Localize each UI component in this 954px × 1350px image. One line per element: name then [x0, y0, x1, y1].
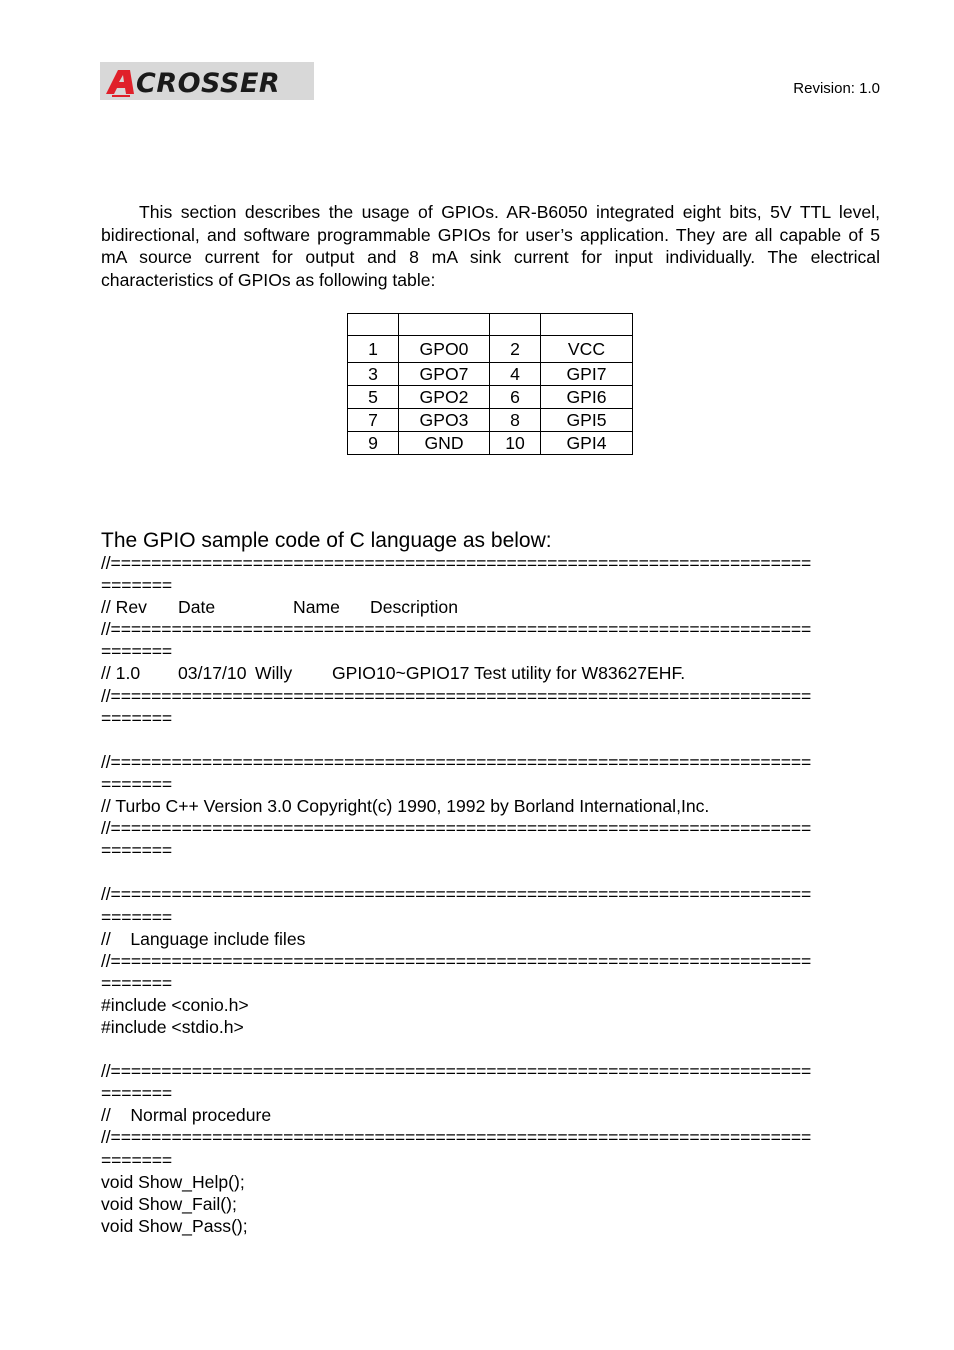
table-cell — [541, 314, 633, 336]
name-col: Name — [293, 597, 340, 618]
table-cell: 3 — [348, 363, 399, 386]
table-cell: GPO0 — [399, 336, 490, 363]
code-separator: ======= — [101, 1149, 173, 1170]
desc-col: GPIO10~GPIO17 Test utility for W83627EHF. — [332, 663, 686, 684]
code-separator: ======= — [101, 972, 173, 993]
code-separator: ======= — [101, 773, 173, 794]
table-cell: GPO3 — [399, 409, 490, 432]
svg-text:CROSSER: CROSSER — [136, 68, 281, 99]
declaration-line: void Show_Fail(); — [101, 1193, 237, 1214]
code-separator: ======= — [101, 641, 173, 662]
blank-line — [101, 729, 880, 751]
rev-col: // 1.0 — [101, 663, 141, 684]
table-row — [348, 386, 633, 409]
rev-col: // Rev — [101, 597, 147, 618]
table-cell: GPI5 — [541, 409, 633, 432]
code-separator: //===================================================================== — [101, 818, 812, 839]
table-cell: GPI7 — [541, 363, 633, 386]
table-cell: 2 — [490, 336, 541, 363]
blank-line — [101, 1038, 880, 1060]
name-col: Willy — [255, 663, 293, 684]
desc-col: Description — [370, 597, 459, 618]
table-cell — [348, 314, 399, 336]
table-cell: 6 — [490, 386, 541, 409]
revision-label: Revision: 1.0 — [793, 80, 880, 97]
date-col: 03/17/10 — [178, 663, 247, 684]
code-section-title: The GPIO sample code of C language as below: — [101, 529, 552, 552]
code-separator: //===================================================================== — [101, 950, 812, 971]
table-cell: GPO7 — [399, 363, 490, 386]
revision-entry-line — [101, 662, 880, 684]
code-separator: //===================================================================== — [101, 685, 812, 706]
table-cell — [490, 314, 541, 336]
code-separator: //===================================================================== — [101, 553, 812, 573]
table-cell: 10 — [490, 432, 541, 455]
include-line: #include <conio.h> — [101, 994, 249, 1015]
table-cell: GPI6 — [541, 386, 633, 409]
code-separator: ======= — [101, 906, 173, 927]
table-cell: 5 — [348, 386, 399, 409]
table-cell: 9 — [348, 432, 399, 455]
procedure-comment-line: // Normal procedure — [101, 1105, 272, 1126]
intro-paragraph: This section describes the usage of GPIOs. AR-B6050 integrated eight bits, 5V TTL level, bidirectional, and software programmable GPIOs for user’s application. They are all capable of 5 mA source current for output and 8 mA sink current for input individually. The electrical characteristics of GPIOs as following table: — [101, 202, 880, 290]
code-separator: //===================================================================== — [101, 884, 812, 905]
code-separator: ======= — [101, 840, 173, 861]
gpio-pin-table — [347, 313, 633, 455]
code-separator: ======= — [101, 1083, 173, 1104]
blank-line — [101, 861, 880, 883]
revision-header-line — [101, 596, 880, 618]
table-row — [348, 363, 633, 386]
code-separator: ======= — [101, 707, 173, 728]
code-separator: ======= — [101, 575, 173, 596]
table-row — [348, 409, 633, 432]
table-cell: GND — [399, 432, 490, 455]
include-comment-line: // Language include files — [101, 928, 306, 949]
table-cell: 1 — [348, 336, 399, 363]
table-cell — [399, 314, 490, 336]
declaration-line: void Show_Pass(); — [101, 1215, 248, 1236]
table-cell: 7 — [348, 409, 399, 432]
declaration-line: void Show_Help(); — [101, 1171, 245, 1192]
table-header-row — [348, 314, 633, 336]
table-cell: GPO2 — [399, 386, 490, 409]
table-cell: GPI4 — [541, 432, 633, 455]
acrosser-logo — [100, 62, 314, 100]
table-cell: 8 — [490, 409, 541, 432]
code-separator: //===================================================================== — [101, 1127, 812, 1148]
code-separator: //===================================================================== — [101, 1061, 812, 1082]
copyright-line: // Turbo C++ Version 3.0 Copyright(c) 1990, 1992 by Borland International,Inc. — [101, 796, 710, 817]
code-listing — [101, 552, 880, 1237]
table-cell: VCC — [541, 336, 633, 363]
table-row — [348, 336, 633, 363]
include-line: #include <stdio.h> — [101, 1016, 244, 1037]
code-separator: //===================================================================== — [101, 619, 812, 640]
code-separator: //===================================================================== — [101, 751, 812, 772]
table-row — [348, 432, 633, 455]
table-cell: 4 — [490, 363, 541, 386]
date-col: Date — [178, 597, 216, 618]
